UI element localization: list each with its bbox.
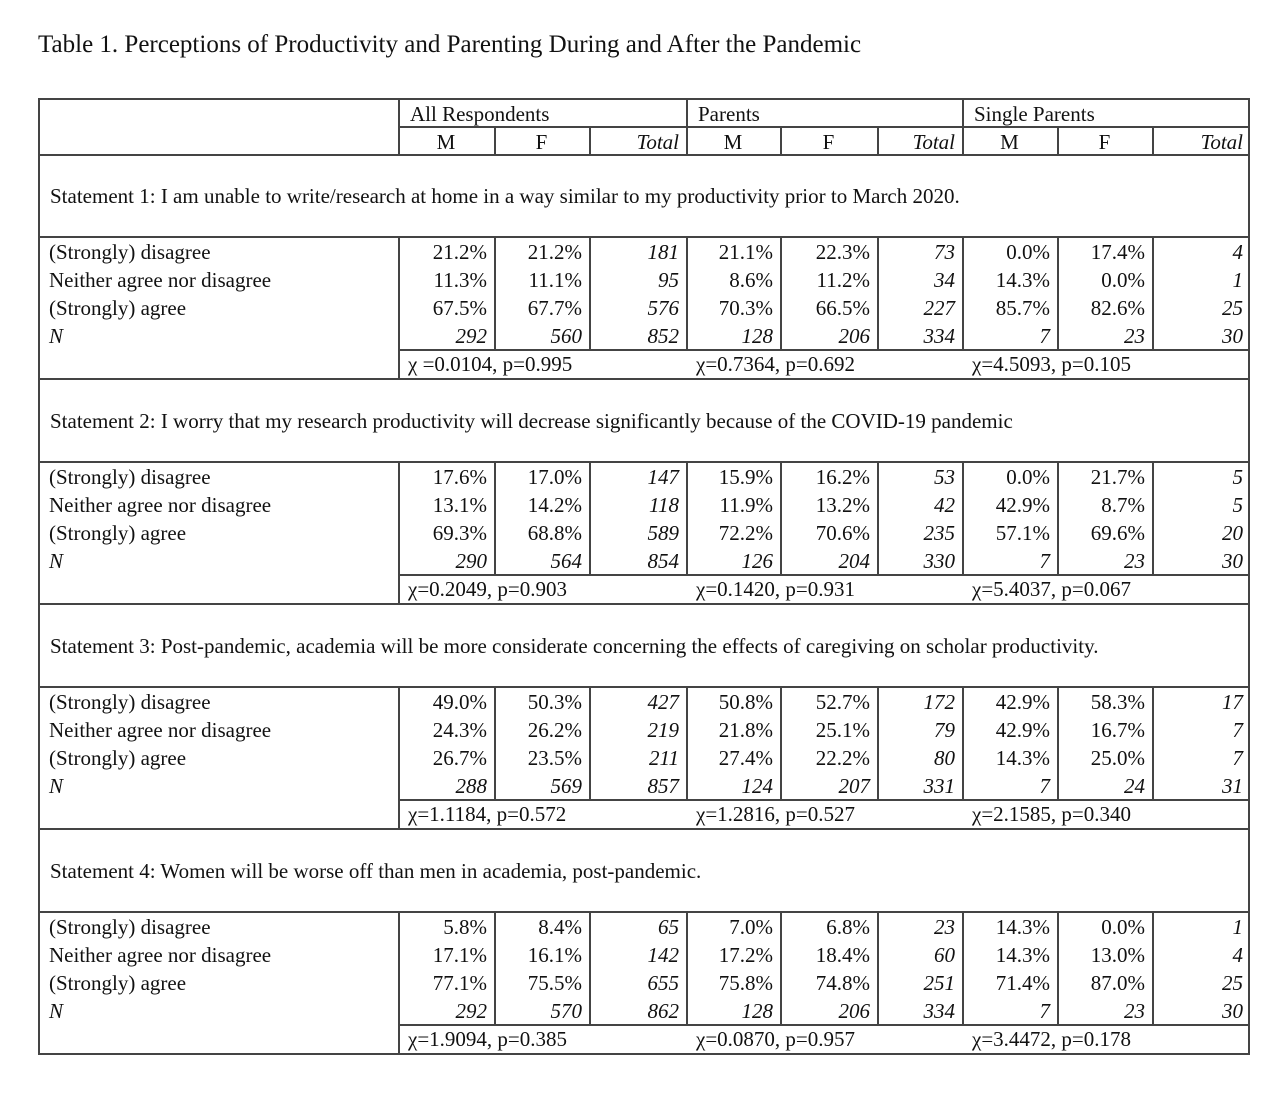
header-column-rule [398,98,400,154]
table-cell: 4 [1232,943,1243,967]
data-column-rule [1057,236,1059,350]
row-label: (Strongly) agree [49,296,187,320]
column-header: M [436,130,456,154]
table-cell: 17.6% [432,465,487,489]
data-column-rule [398,236,400,378]
table-cell: 50.8% [718,690,773,714]
results-table [38,98,1250,1055]
table-cell: 6.8% [826,915,870,939]
table-cell: 17.1% [432,943,487,967]
chi-square-stat: χ=0.2049, p=0.903 [408,577,568,601]
table-cell: 25 [1222,971,1243,995]
table-cell: 14.2% [527,493,582,517]
data-column-rule [780,911,782,1025]
table-cell: 69.3% [432,521,487,545]
table-cell: 77.1% [432,971,487,995]
table-cell: 126 [741,549,773,573]
row-label: Neither agree nor disagree [49,268,272,292]
table-cell: 560 [550,324,582,348]
chi-square-stat: χ=1.9094, p=0.385 [408,1027,568,1051]
column-group-header: Parents [698,102,760,126]
column-group-header: Single Parents [974,102,1095,126]
table-cell: 23 [934,915,955,939]
data-column-rule [589,461,591,575]
table-cell: 57.1% [995,521,1050,545]
data-column-rule [494,236,496,350]
chi-square-stat: χ=5.4037, p=0.067 [972,577,1132,601]
table-cell: 0.0% [1006,465,1050,489]
table-cell: 71.4% [995,971,1050,995]
table-cell: 16.1% [527,943,582,967]
row-label: Neither agree nor disagree [49,718,272,742]
header-column-rule [589,126,591,154]
table-cell: 0.0% [1006,240,1050,264]
data-column-rule [1057,911,1059,1025]
table-cell: 22.2% [815,746,870,770]
row-label: N [49,549,64,573]
table-cell: 1 [1232,268,1243,292]
data-column-rule [589,911,591,1025]
table-cell: 1 [1232,915,1243,939]
row-label: N [49,999,64,1023]
table-cell: 5 [1232,493,1243,517]
table-cell: 181 [647,240,679,264]
table-cell: 23.5% [527,746,582,770]
table-cell: 50.3% [527,690,582,714]
table-cell: 219 [647,718,679,742]
column-header: Total [912,130,955,154]
data-column-rule [494,461,496,575]
table-cell: 854 [647,549,679,573]
data-column-rule [589,686,591,800]
table-cell: 82.6% [1090,296,1145,320]
table-cell: 73 [934,240,955,264]
table-cell: 85.7% [995,296,1050,320]
column-header: M [723,130,743,154]
chi-square-stat: χ =0.0104, p=0.995 [408,352,573,376]
data-group-rule [686,461,688,575]
table-cell: 22.3% [815,240,870,264]
table-title: Table 1. Perceptions of Productivity and Parenting During and After the Pandemic [38,31,862,58]
table-cell: 118 [649,493,679,517]
header-column-rule [1152,126,1154,154]
statement-text: Statement 3: Post-pandemic, academia will be more considerate concerning the effects of caregiving on scholar productivity. [50,634,1099,658]
data-column-rule [780,686,782,800]
table-cell: 67.5% [432,296,487,320]
row-label: Neither agree nor disagree [49,943,272,967]
data-group-rule [686,686,688,800]
statement-text: Statement 4: Women will be worse off than men in academia, post-pandemic. [50,859,702,883]
data-column-rule [877,911,879,1025]
data-column-rule [1152,686,1154,800]
block-bottom-rule [38,378,1250,380]
table-cell: 857 [647,774,679,798]
table-cell: 0.0% [1101,915,1145,939]
table-cell: 13.1% [432,493,487,517]
table-cell: 30 [1222,549,1243,573]
data-group-rule [962,686,964,800]
table-cell: 564 [550,549,582,573]
row-label: Neither agree nor disagree [49,493,272,517]
data-column-rule [1057,461,1059,575]
chi-square-stat: χ=0.0870, p=0.957 [696,1027,856,1051]
table-cell: 11.3% [433,268,487,292]
table-cell: 427 [647,690,679,714]
data-column-rule [1152,236,1154,350]
table-cell: 30 [1222,999,1243,1023]
row-label: (Strongly) disagree [49,240,211,264]
table-cell: 334 [923,324,955,348]
data-column-rule [877,461,879,575]
table-cell: 211 [649,746,679,770]
table-cell: 18.4% [815,943,870,967]
column-header: F [822,130,835,154]
table-cell: 7 [1232,718,1243,742]
row-label: N [49,774,64,798]
table-cell: 8.7% [1101,493,1145,517]
table-cell: 75.5% [527,971,582,995]
table-cell: 570 [550,999,582,1023]
table-cell: 0.0% [1101,268,1145,292]
table-cell: 65 [658,915,679,939]
header-column-rule [780,126,782,154]
table-cell: 87.0% [1090,971,1145,995]
table-cell: 14.3% [995,746,1050,770]
table-cell: 27.4% [718,746,773,770]
table-cell: 288 [455,774,487,798]
table-cell: 227 [923,296,955,320]
data-group-rule [686,911,688,1025]
column-header: F [1098,130,1111,154]
table-cell: 75.8% [718,971,773,995]
table-cell: 16.2% [815,465,870,489]
row-label: (Strongly) disagree [49,690,211,714]
table-cell: 49.0% [432,690,487,714]
data-column-rule [780,236,782,350]
table-cell: 14.3% [995,915,1050,939]
chi-square-stat: χ=3.4472, p=0.178 [972,1027,1132,1051]
table-cell: 58.3% [1090,690,1145,714]
header-column-rule [877,126,879,154]
column-header: Total [636,130,679,154]
table-cell: 7.0% [729,915,773,939]
table-cell: 207 [838,774,870,798]
table-cell: 17.0% [527,465,582,489]
column-group-header: All Respondents [410,102,550,126]
data-column-rule [398,461,400,603]
data-column-rule [1152,461,1154,575]
table-cell: 52.7% [815,690,870,714]
table-cell: 11.9% [719,493,773,517]
row-label: (Strongly) agree [49,746,187,770]
table-cell: 34 [934,268,955,292]
table-cell: 24 [1124,774,1145,798]
table-cell: 80 [934,746,955,770]
table-cell: 21.7% [1090,465,1145,489]
table-cell: 128 [741,999,773,1023]
table-cell: 330 [923,549,955,573]
table-cell: 17 [1222,690,1243,714]
data-column-rule [398,911,400,1053]
table-cell: 204 [838,549,870,573]
table-cell: 23 [1124,549,1145,573]
table-cell: 147 [647,465,679,489]
table-cell: 25.0% [1090,746,1145,770]
table-cell: 862 [647,999,679,1023]
table-cell: 206 [838,324,870,348]
table-cell: 290 [455,549,487,573]
table-cell: 69.6% [1090,521,1145,545]
table-cell: 11.1% [528,268,582,292]
table-cell: 42.9% [995,690,1050,714]
table-cell: 21.2% [432,240,487,264]
table-cell: 95 [658,268,679,292]
table-cell: 7 [1039,549,1050,573]
table-cell: 70.3% [718,296,773,320]
table-cell: 251 [923,971,955,995]
row-label: (Strongly) agree [49,521,187,545]
table-cell: 30 [1222,324,1243,348]
data-column-rule [494,686,496,800]
table-cell: 5.8% [443,915,487,939]
chi-square-stat: χ=1.1184, p=0.572 [408,802,567,826]
data-column-rule [589,236,591,350]
table-cell: 42 [934,493,955,517]
table-cell: 17.2% [718,943,773,967]
table-cell: 25 [1222,296,1243,320]
header-group-rule [686,98,688,154]
table-cell: 11.2% [816,268,870,292]
table-cell: 21.8% [718,718,773,742]
data-group-rule [962,911,964,1025]
table-cell: 23 [1124,324,1145,348]
table-cell: 17.4% [1090,240,1145,264]
data-group-rule [962,461,964,575]
table-cell: 53 [934,465,955,489]
chi-square-stat: χ=2.1585, p=0.340 [972,802,1132,826]
table-cell: 21.1% [718,240,773,264]
table-cell: 74.8% [815,971,870,995]
table-cell: 25.1% [815,718,870,742]
table-cell: 172 [923,690,955,714]
table-cell: 16.7% [1090,718,1145,742]
table-cell: 7 [1039,999,1050,1023]
table-cell: 4 [1232,240,1243,264]
data-column-rule [1057,686,1059,800]
statement-text: Statement 2: I worry that my research productivity will decrease significantly because of the COVID-19 pandemic [50,409,1013,433]
table-cell: 331 [923,774,955,798]
table-cell: 26.2% [527,718,582,742]
column-header: M [1000,130,1019,154]
table-cell: 7 [1232,746,1243,770]
table-cell: 292 [455,999,487,1023]
table-cell: 334 [923,999,955,1023]
table-cell: 8.4% [538,915,582,939]
header-bottom-rule [38,154,1250,156]
table-cell: 569 [550,774,582,798]
table-cell: 576 [647,296,679,320]
table-cell: 60 [934,943,955,967]
chi-square-stat: χ=0.1420, p=0.931 [696,577,856,601]
table-cell: 5 [1232,465,1243,489]
data-column-rule [494,911,496,1025]
table-cell: 852 [647,324,679,348]
statement-text: Statement 1: I am unable to write/research at home in a way similar to my productivity prior to March 2020. [50,184,960,208]
table-cell: 42.9% [995,493,1050,517]
table-cell: 128 [741,324,773,348]
table-cell: 8.6% [729,268,773,292]
data-group-rule [686,236,688,350]
column-header: Total [1200,130,1243,154]
data-group-rule [962,236,964,350]
chi-square-stat: χ=4.5093, p=0.105 [972,352,1132,376]
table-cell: 235 [923,521,955,545]
table-cell: 23 [1124,999,1145,1023]
table-cell: 15.9% [718,465,773,489]
table-cell: 31 [1222,774,1243,798]
header-column-rule [1057,126,1059,154]
table-cell: 589 [647,521,679,545]
block-bottom-rule [38,828,1250,830]
table-cell: 21.2% [527,240,582,264]
table-cell: 7 [1039,774,1050,798]
table-cell: 67.7% [527,296,582,320]
table-cell: 655 [647,971,679,995]
row-label: (Strongly) disagree [49,465,211,489]
table-cell: 14.3% [995,268,1050,292]
table-cell: 66.5% [815,296,870,320]
table-cell: 79 [934,718,955,742]
block-bottom-rule [38,603,1250,605]
table-cell: 13.2% [815,493,870,517]
table-cell: 42.9% [995,718,1050,742]
chi-square-stat: χ=1.2816, p=0.527 [696,802,856,826]
chi-square-stat: χ=0.7364, p=0.692 [696,352,856,376]
column-header: F [535,130,548,154]
table-cell: 14.3% [995,943,1050,967]
data-column-rule [398,686,400,828]
table-cell: 7 [1039,324,1050,348]
table-cell: 26.7% [432,746,487,770]
row-label: N [49,324,64,348]
table-cell: 206 [838,999,870,1023]
data-column-rule [877,236,879,350]
table-cell: 72.2% [718,521,773,545]
table-cell: 142 [647,943,679,967]
table-cell: 13.0% [1090,943,1145,967]
table-cell: 68.8% [527,521,582,545]
data-column-rule [1152,911,1154,1025]
row-label: (Strongly) disagree [49,915,211,939]
data-column-rule [877,686,879,800]
data-column-rule [780,461,782,575]
header-group-rule [962,98,964,154]
table-cell: 24.3% [432,718,487,742]
table-cell: 20 [1222,521,1243,545]
table-cell: 70.6% [815,521,870,545]
row-label: (Strongly) agree [49,971,187,995]
table-cell: 124 [741,774,773,798]
table-cell: 292 [455,324,487,348]
header-column-rule [494,126,496,154]
